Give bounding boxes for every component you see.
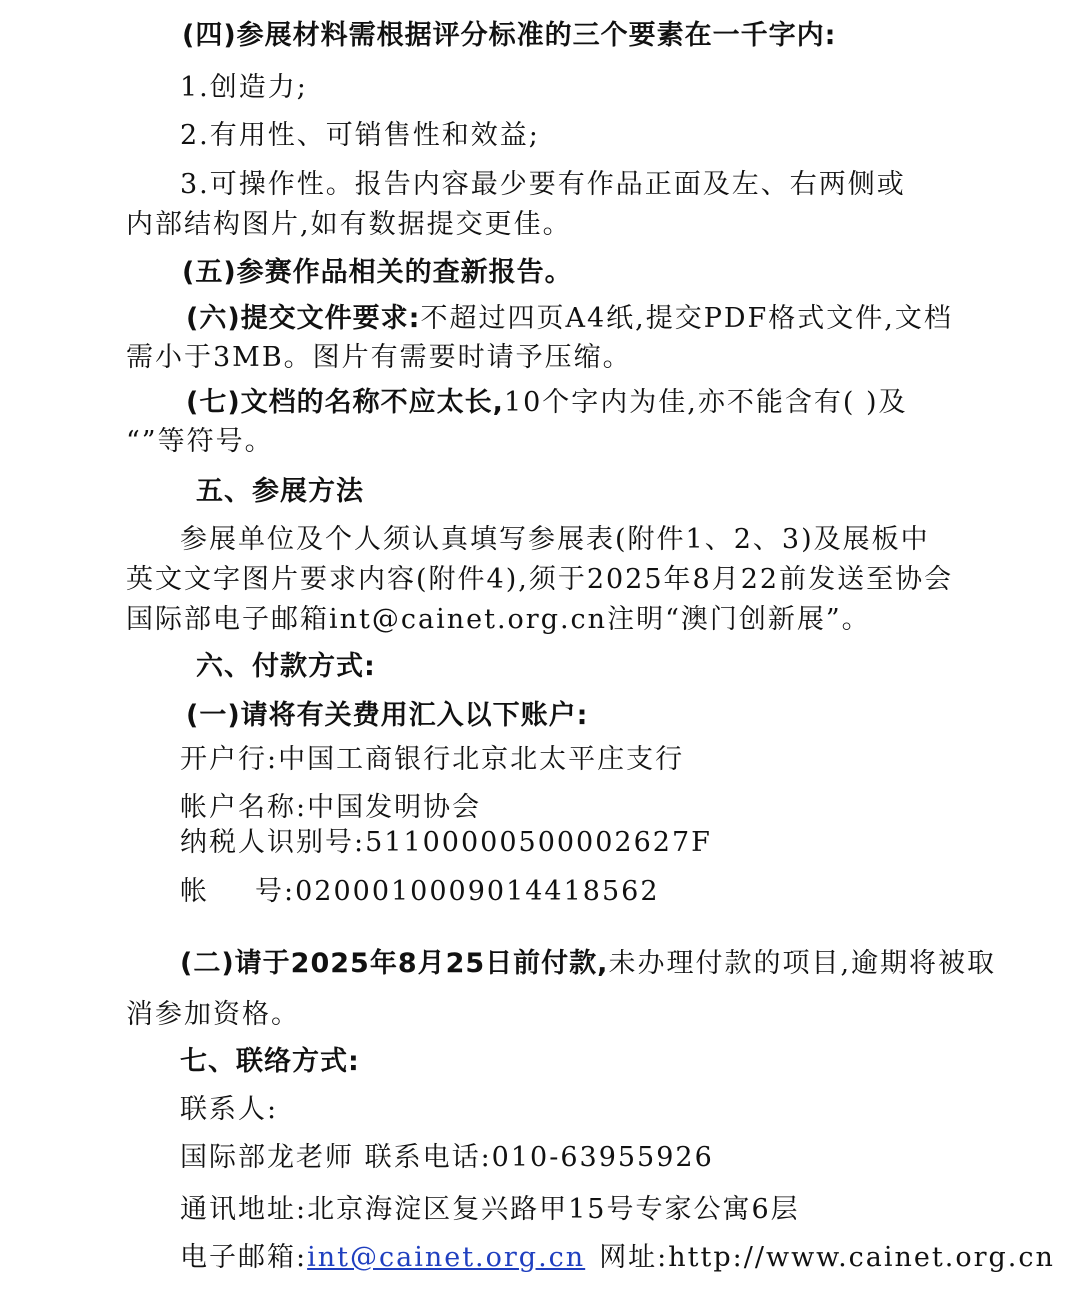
criteria-item-3-cont: 内部结构图片,如有数据提交更佳。 — [126, 209, 572, 240]
website-label: 网址: — [599, 1242, 669, 1273]
contact-address: 通讯地址:北京海淀区复兴路甲15号专家公寓6层 — [180, 1194, 800, 1225]
payment-deadline: (二)请于2025年8月25日前付款, — [180, 948, 609, 979]
method-line-1: 参展单位及个人须认真填写参展表(附件1、2、3)及展板中 — [180, 524, 930, 555]
email-link[interactable]: int@cainet.org.cn — [307, 1242, 586, 1273]
contact-person-label: 联系人: — [180, 1094, 279, 1125]
account-label-b: 号: — [255, 876, 296, 907]
section-6-heading: (六)提交文件要求: — [186, 303, 421, 334]
section-7-line1 — [186, 387, 908, 419]
website-url[interactable]: http://www.cainet.org.cn — [668, 1242, 1055, 1273]
section-6-line2: 需小于3MB。图片有需要时请予压缩。 — [126, 342, 632, 373]
payment-sub1-heading: (一)请将有关费用汇入以下账户: — [186, 700, 589, 731]
payment-sub2-line1 — [180, 948, 996, 980]
account-label-a: 帐 — [180, 876, 209, 907]
account-number: 0200010009014418562 — [295, 876, 660, 907]
account-name: 帐户名称:中国发明协会 — [180, 792, 482, 823]
contact-person: 国际部龙老师 联系电话:010-63955926 — [180, 1142, 714, 1173]
section-6-text: 不超过四页A4纸,提交PDF格式文件,文档 — [420, 303, 953, 334]
criteria-item-3: 3.可操作性。报告内容最少要有作品正面及左、右两侧或 — [180, 169, 906, 200]
section-7-heading: (七)文档的名称不应太长, — [186, 387, 504, 418]
payment-sub2-line2: 消参加资格。 — [126, 999, 300, 1030]
method-heading: 五、参展方法 — [196, 476, 364, 507]
section-7-line2: “”等符号。 — [126, 426, 274, 457]
account-number-line — [180, 876, 660, 908]
section-7-text: 10个字内为佳,亦不能含有( )及 — [503, 387, 908, 418]
contact-heading: 七、联络方式: — [180, 1046, 360, 1077]
criteria-item-1: 1.创造力; — [180, 72, 308, 103]
section-5-heading: (五)参赛作品相关的查新报告。 — [182, 257, 573, 288]
method-line-2: 英文文字图片要求内容(附件4),须于2025年8月22前发送至协会 — [126, 564, 954, 595]
method-line-3: 国际部电子邮箱int@cainet.org.cn注明“澳门创新展”。 — [126, 604, 871, 635]
section-6-line1 — [186, 303, 953, 335]
bank-name: 开户行:中国工商银行北京北太平庄支行 — [180, 744, 685, 775]
tax-id: 纳税人识别号:51100000500002627F — [180, 827, 712, 858]
payment-heading: 六、付款方式: — [196, 651, 376, 682]
contact-links — [180, 1242, 1055, 1274]
email-label: 电子邮箱: — [180, 1242, 308, 1273]
payment-sub2-text: 未办理付款的项目,逾期将被取 — [608, 948, 997, 979]
criteria-item-2: 2.有用性、可销售性和效益; — [180, 120, 540, 151]
section-4-heading: (四)参展材料需根据评分标准的三个要素在一千字内: — [182, 20, 837, 51]
